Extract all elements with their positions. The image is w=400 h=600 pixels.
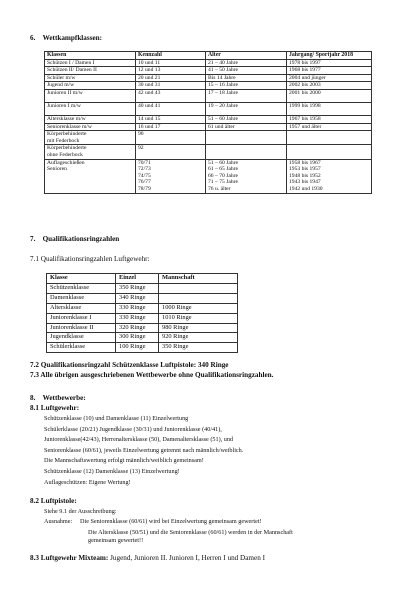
cell-line: 72/73 [138, 166, 151, 173]
column-header: Klassen [45, 52, 136, 60]
table-cell [136, 89, 206, 102]
text-line: Die Mannschaftswertung erfolgt männlich/weiblich gemeinsam! [44, 457, 204, 465]
cell-line: Schützen I / Damen I [47, 59, 95, 66]
text-line: Schützenklasse (10) und Damenklasse (11) Einzelwertung [44, 415, 189, 422]
table-cell: 320 Ringe [116, 323, 159, 333]
table-row [45, 89, 372, 102]
section-6-heading: 6. Wettkampfklassen: [30, 34, 103, 42]
text-line: Seniorenklasse (60/61), jeweils Einzelwertung getrennt nach männlich/weiblich. [44, 446, 244, 454]
table-cell [136, 67, 206, 75]
table-row [45, 115, 372, 123]
table-cell: Juniorenklasse II [47, 323, 116, 333]
table-cell: 340 Ringe [116, 293, 159, 303]
cell-line: 1953 bis 1957 [289, 166, 321, 173]
section-7-1-heading: 7.1 Qualifikationsringzahlen Luftgewehr: [30, 255, 150, 263]
table-cell [45, 102, 136, 115]
cell-line: 40 und 41 [138, 102, 161, 109]
table-row [47, 293, 238, 303]
ausnahme-text [80, 518, 293, 544]
table-cell [45, 145, 136, 159]
table-cell [287, 102, 372, 115]
table-header-row [47, 274, 238, 284]
table-row [45, 59, 372, 67]
cell-line: 30 und 31 [138, 82, 161, 89]
cell-line: 78/79 [138, 185, 151, 192]
cell-line: 1942 und 1930 [289, 185, 323, 192]
table-cell: 350 Ringe [116, 283, 159, 293]
column-header: Alter [206, 52, 287, 60]
cell-line: 61 – 65 Jahre [208, 166, 238, 173]
table-cell [287, 67, 372, 75]
cell-line: 1967 bis 1958 [289, 115, 321, 122]
table-row [45, 74, 372, 82]
table-cell [287, 131, 372, 145]
table-row [45, 102, 372, 115]
table-cell: Schützenklasse [47, 283, 116, 293]
cell-line: Körperbehinderte [47, 145, 87, 152]
table-cell [206, 145, 287, 159]
cell-line: Altersklasse m/w [47, 115, 86, 122]
table-cell [45, 159, 136, 193]
cell-line: mit Federbock [47, 137, 80, 144]
table-cell [206, 89, 287, 102]
column-header: Jahrgang/ Sportjahr 2018 [287, 52, 372, 60]
table-cell: 350 Ringe [159, 343, 238, 353]
cell-line: 1958 bis 1967 [289, 159, 321, 166]
text-line: gemeinsam gewertet!! [88, 536, 144, 544]
table-row [47, 333, 238, 343]
cell-line: 2001 bis 2000 [289, 89, 321, 96]
cell-line: 1943 bis 1947 [289, 179, 321, 186]
table-cell: Jugendklasse [47, 333, 116, 343]
table-cell [287, 123, 372, 131]
cell-line: 92 [138, 145, 144, 152]
table-row [45, 123, 372, 131]
cell-line: Körperbehinderte [47, 131, 87, 138]
cell-line: 20 und 21 [138, 74, 161, 81]
table-row [47, 283, 238, 293]
table-cell [159, 293, 238, 303]
section-8-3-heading: 8.3 Luftgewehr Mixteam: [30, 554, 109, 562]
text-line: Die Seniorenklasse (60/61) wird bei Einzelwertung gemeinsam gewertet! [80, 518, 262, 525]
cell-line: 90 [138, 131, 144, 138]
cell-line: 70/71 [138, 159, 151, 166]
section-8-2-heading: 8.2 Luftpistole: [30, 497, 77, 505]
table-cell [287, 145, 372, 159]
table-cell [136, 115, 206, 123]
cell-line: 19 – 20 Jahre [208, 102, 238, 109]
table-cell [45, 115, 136, 123]
cell-line: 17 – 18 Jahre [208, 89, 238, 96]
wettkampfklassen-table [44, 51, 372, 194]
table-cell: 100 Ringe [116, 343, 159, 353]
table-cell [136, 159, 206, 193]
table-cell [45, 59, 136, 67]
table-cell [287, 74, 372, 82]
table-cell [206, 123, 287, 131]
cell-line: Jugend m/w [47, 82, 75, 89]
table-cell [287, 82, 372, 90]
cell-line: 2004 und jünger [289, 74, 326, 81]
table-cell [45, 82, 136, 90]
cell-line: 51 – 60 Jahre [208, 115, 238, 122]
column-header: Klasse [47, 274, 116, 284]
luftgewehr-text [44, 415, 243, 486]
column-header: Kennzahl [136, 52, 206, 60]
table-cell [136, 74, 206, 82]
cell-line: 76/77 [138, 179, 151, 186]
table-row [47, 323, 238, 333]
table-cell [45, 89, 136, 102]
cell-line: 1968 bis 1977 [289, 67, 321, 74]
cell-line: Schützen II/ Damen II [47, 67, 97, 74]
cell-line: 1957 und älter [289, 123, 322, 130]
cell-line: Auflageschießen [47, 159, 85, 166]
table-cell [206, 102, 287, 115]
table-cell [136, 131, 206, 145]
table-cell: 1000 Ringe [159, 303, 238, 313]
column-header: Einzel [116, 274, 159, 284]
cell-line: 12 und 13 [138, 67, 161, 74]
table-cell: Altersklasse [47, 303, 116, 313]
text-line: Schützenklasse (12) Damenklasse (13) Einzelwertung! [44, 467, 180, 475]
table-cell: 330 Ringe [116, 303, 159, 313]
text-line: Auflageschützen: Eigene Wertung! [44, 478, 131, 486]
cell-line: 2002 bis 2003 [289, 82, 321, 89]
cell-line: Schüler m/w [47, 74, 76, 81]
table-cell: Schülerklasse [47, 343, 116, 353]
cell-line: 51 – 60 Jahre [208, 159, 238, 166]
cell-line: 74/75 [138, 172, 151, 179]
table-cell [159, 283, 238, 293]
cell-line: 1978 bis 1997 [289, 59, 321, 66]
cell-line: 76 u. älter [208, 185, 231, 192]
table-cell [206, 159, 287, 193]
table-row [45, 131, 372, 145]
table-cell [136, 145, 206, 159]
cell-line: Seniorenklasse m/w [47, 123, 92, 130]
section-7-2-line: 7.2 Qualifikationsringzahl Schützenklasse Luftpistole: 340 Ringe [30, 361, 229, 369]
cell-line: 1999 bis 1998 [289, 102, 321, 109]
cell-line: 42 und 43 [138, 89, 161, 96]
table-cell: 1010 Ringe [159, 313, 238, 323]
text-line: Juniorenklasse(42/43), Herrenaltersklasse (50), Damenaltersklasse (51), und [44, 436, 234, 444]
table-cell [206, 82, 287, 90]
table-cell [45, 74, 136, 82]
table-row [45, 145, 372, 159]
table-row [47, 313, 238, 323]
text-line: Die Altersklasse (50/51) und die Seniorenklasse (60/61) werden in der Mannschaft [88, 528, 293, 536]
table-row [45, 67, 372, 75]
section-8-heading: 8. Wettbewerbe: [30, 394, 86, 402]
table-cell [136, 102, 206, 115]
table-cell [287, 89, 372, 102]
table-cell: 920 Ringe [159, 333, 238, 343]
table-row [45, 159, 372, 193]
table-cell [45, 67, 136, 75]
cell-line: 41 – 50 Jahre [208, 67, 238, 74]
table-cell [287, 59, 372, 67]
siehe-text: Siehe 9.1 der Ausschreibung: [44, 508, 117, 515]
table-row [47, 343, 238, 353]
table-cell [45, 131, 136, 145]
table-row [45, 82, 372, 90]
cell-line: 16 und 17 [138, 123, 161, 130]
section-8-3-line [30, 554, 265, 563]
table-cell: Damenklasse [47, 293, 116, 303]
table-cell [136, 123, 206, 131]
cell-line: 14 und 15 [138, 115, 161, 122]
table-cell [206, 74, 287, 82]
cell-line: 66 – 70 Jahre [208, 172, 238, 179]
table-cell: 980 Ringe [159, 323, 238, 333]
cell-line: 21 – 40 Jahre [208, 59, 238, 66]
cell-line: Junioren II m/w [47, 89, 83, 96]
table-cell: 330 Ringe [116, 313, 159, 323]
mixteam-text: Jugend, Junioren II. Junioren I, Herren I und Damen I [108, 554, 265, 562]
table-header-row [45, 52, 372, 60]
table-cell: 300 Ringe [116, 333, 159, 343]
table-cell [206, 59, 287, 67]
cell-line: Junioren I m/w [47, 102, 81, 109]
cell-line: 71 – 75 Jahre [208, 179, 238, 186]
table-cell [45, 123, 136, 131]
table-cell [287, 115, 372, 123]
section-8-1-heading: 8.1 Luftgewehr: [30, 404, 80, 412]
cell-line: Bis 14 Jahre [208, 74, 236, 81]
cell-line: 1948 bis 1952 [289, 172, 321, 179]
qualifikationsringzahlen-table [46, 273, 238, 353]
table-cell [206, 67, 287, 75]
cell-line: Senioren [47, 166, 67, 173]
cell-line: 15 – 16 Jahre [208, 82, 238, 89]
cell-line: 10 und 11 [138, 59, 161, 66]
table-cell [136, 59, 206, 67]
column-header: Mannschaft [159, 274, 238, 284]
table-row [47, 303, 238, 313]
cell-line: 61 und älter [208, 123, 235, 130]
table-cell: Juniorenklasse I [47, 313, 116, 323]
table-cell [206, 131, 287, 145]
ausnahme-label: Ausnahme: [44, 518, 73, 525]
text-line: Schülerklasse (20/21) Jugendklasse (30/31) und Juniorenklasse (40/41), [44, 425, 222, 433]
table-cell [206, 115, 287, 123]
cell-line: ohne Federbock [47, 151, 83, 158]
table-cell [136, 82, 206, 90]
section-7-heading: 7. Qualifikationsringzahlen [30, 235, 120, 243]
section-7-3-line: 7.3 Alle übrigen ausgeschriebenen Wettbewerbe ohne Qualifikationsringzahlen. [30, 371, 274, 379]
table-cell [287, 159, 372, 193]
